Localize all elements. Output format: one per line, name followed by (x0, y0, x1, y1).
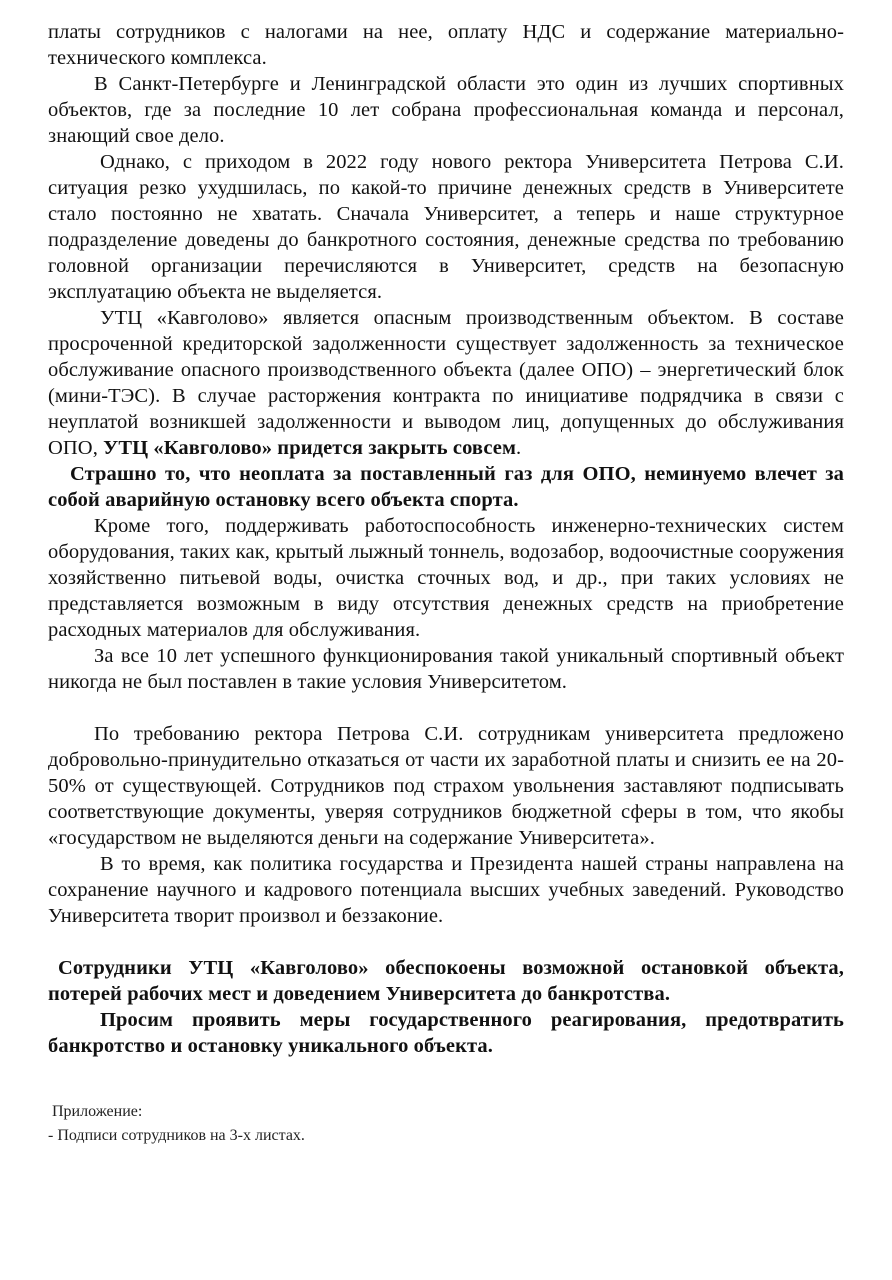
paragraph-sports-facility: В Санкт-Петербурге и Ленинградской области это один из лучших спортивных объектов, где за последние 10 лет собрана профессиональная команда и персонал, знающий свое дело. (48, 73, 844, 147)
appendix-title: Приложение: (52, 1103, 143, 1120)
paragraph-salary-reduction: По требованию ректора Петрова С.И. сотрудникам университета предложено добровольно-принудительно отказаться от части их заработной платы и снизить ее на 20-50% от существующей. Сотрудников под страхом увольнения заставляют подписывать соответствующие документы, уверяя сотрудников бюджетной сферы в том, что якобы «государством не выделяются деньги на содержание Университета». (48, 723, 844, 849)
paragraph-request: Просим проявить меры государственного реагирования, предотвратить банкротство и остановку уникального объекта. (48, 1009, 844, 1057)
appendix (48, 1100, 305, 1148)
hazardous-object-text: УТЦ «Кавголово» является опасным производственным объектом. В составе просроченной кредиторской задолженности существует задолженность за техническое обслуживание опасного производственного объекта (далее ОПО) – энергетический блок (мини-ТЭС). В случае расторжения контракта по инициативе подрядчика в связи с неуплатой возникшей задолженности и выводом лиц, допущенных до обслуживания ОПО, (48, 307, 844, 459)
paragraph-continuation: платы сотрудников с налогами на нее, оплату НДС и содержание материально-технического комплекса. (48, 21, 844, 69)
paragraph-engineering-systems: Кроме того, поддерживать работоспособность инженерно-технических систем оборудования, таких как, крытый лыжный тоннель, водозабор, водоочистные сооружения хозяйственно питьевой воды, очистка сточных вод, и др., при таких условиях не представляется возможным в виду отсутствия денежных средств на приобретение расходных материалов для обслуживания. (48, 515, 844, 641)
paragraph-ten-years: За все 10 лет успешного функционирования такой уникальный спортивный объект никогда не был поставлен в такие условия Университетом. (48, 645, 844, 693)
document-body (48, 19, 844, 1059)
paragraph-hazardous-object (48, 305, 844, 461)
appendix-item: - Подписи сотрудников на 3-х листах. (48, 1127, 305, 1144)
paragraph-state-policy: В то время, как политика государства и Президента нашей страны направлена на сохранение научного и кадрового потенциала высших учебных заведений. Руководство Университета творит произвол и беззаконие. (48, 853, 844, 927)
closure-warning-bold: УТЦ «Кавголово» придется закрыть совсем (103, 437, 517, 459)
paragraph-gas-warning: Страшно то, что неоплата за поставленный газ для ОПО, неминуемо влечет за собой аварийную остановку всего объекта спорта. (48, 463, 844, 511)
paragraph-new-rector: Однако, с приходом в 2022 году нового ректора Университета Петрова С.И. ситуация резко ухудшилась, по какой-то причине денежных средств в Университете стало постоянно не хватать. Сначала Университет, а теперь и наше структурное подразделение доведены до банкротного состояния, денежные средства по требованию головной организации перечисляются в Университет, средств на безопасную эксплуатацию объекта не выделяется. (48, 151, 844, 303)
paragraph-employees-concern: Сотрудники УТЦ «Кавголово» обеспокоены возможной остановкой объекта, потерей рабочих мест и доведением Университета до банкротства. (48, 957, 844, 1005)
hazardous-object-tail: . (516, 437, 522, 459)
